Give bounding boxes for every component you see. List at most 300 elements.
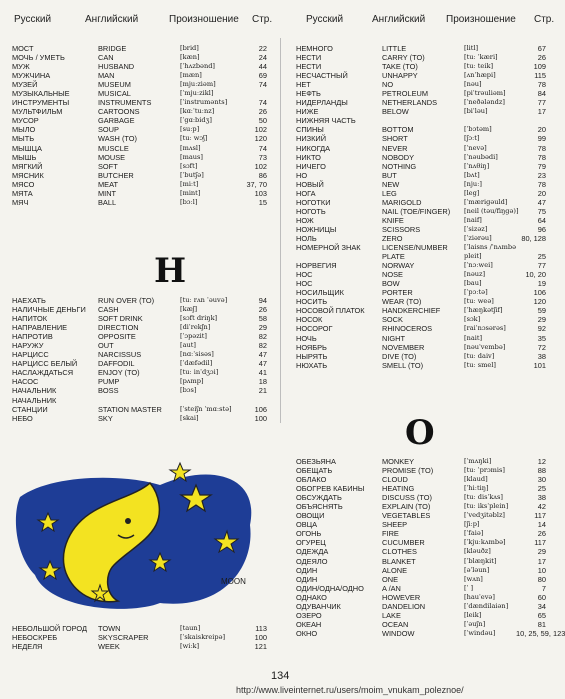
russian-word: НОГОТКИ — [296, 197, 331, 207]
header-english: Английский — [85, 14, 139, 25]
pronunciation: [mæn] — [180, 71, 202, 80]
russian-word: ОДУВАНЧИК — [296, 601, 341, 611]
page-ref: 101 — [533, 360, 546, 370]
entry-row — [12, 153, 267, 162]
entry-row — [12, 314, 267, 323]
entry-row — [296, 306, 546, 315]
page-ref: 78 — [537, 179, 546, 189]
english-word: CASH — [98, 305, 119, 315]
pronunciation: [tuː wɔʃ] — [180, 134, 208, 143]
english-word: MUSCLE — [98, 143, 129, 153]
russian-word: ИНСТРУМЕНТЫ — [12, 98, 70, 108]
page-ref: 64 — [537, 215, 546, 225]
pronunciation: [ˈnɔːwei] — [464, 261, 493, 270]
pronunciation: [ˈwindəu] — [464, 628, 496, 637]
english-word: CARRY (TO) — [382, 53, 425, 63]
entry-row — [296, 315, 546, 324]
english-word: CAN — [98, 53, 114, 63]
entry-row — [296, 153, 546, 162]
page-ref: 29 — [258, 323, 267, 333]
page-ref: 30 — [537, 475, 546, 485]
russian-word: НОРВЕГИЯ — [296, 261, 337, 271]
entry-row — [296, 520, 546, 529]
english-word: SOUP — [98, 125, 119, 135]
russian-word: МЯСНИК — [12, 170, 44, 180]
russian-word: НАЧАЛЬНИК — [12, 386, 57, 396]
pronunciation: [skai] — [180, 413, 199, 422]
russian-word: ОДЕЯЛО — [296, 556, 328, 566]
pronunciation: [piˈtrəuliəm] — [464, 89, 506, 98]
page-ref: 34 — [537, 601, 546, 611]
english-word: ZERO — [382, 233, 403, 243]
pronunciation: [hauˈevə] — [464, 592, 495, 601]
russian-word: НАСОС — [12, 377, 39, 387]
entries-m — [12, 44, 267, 207]
entry-row — [296, 288, 546, 297]
page-ref: 78 — [537, 143, 546, 153]
pronunciation: [ˈhʌzbənd] — [180, 62, 215, 71]
page-ref: 14 — [537, 520, 546, 530]
entry-row — [296, 234, 546, 243]
english-word: HEATING — [382, 484, 415, 494]
russian-word: НЕБОСКРЕБ — [12, 633, 58, 643]
pronunciation: [kləuðz] — [464, 547, 491, 556]
pronunciation: [tuː ˈkæri] — [464, 53, 498, 62]
russian-word: МУЗЕЙ — [12, 80, 38, 90]
pronunciation: [ˈbutʃə] — [180, 170, 204, 179]
english-word: PROMISE (TO) — [382, 466, 434, 476]
english-word: TOWN — [98, 624, 121, 633]
entry-row — [296, 566, 546, 575]
entry-row — [12, 44, 267, 53]
page-ref: 20 — [537, 188, 546, 198]
english-word: MEAT — [98, 179, 118, 189]
page-ref: 120 — [254, 134, 267, 144]
pronunciation: [nəuz] — [464, 270, 486, 279]
entry-row — [296, 134, 546, 143]
page-ref: 17 — [537, 556, 546, 566]
pronunciation: [taun] — [180, 624, 201, 632]
english-word: NOVEMBER — [382, 342, 425, 352]
english-word: KNIFE — [382, 215, 404, 225]
entry-row — [296, 189, 546, 198]
page-ref: 47 — [258, 350, 267, 360]
english-word: NEVER — [382, 143, 408, 153]
page-ref: 74 — [258, 80, 267, 90]
entry-row — [12, 98, 267, 107]
pronunciation: [klaud] — [464, 475, 488, 484]
pronunciation: [maus] — [180, 152, 203, 161]
russian-word: НОС — [296, 279, 313, 289]
header-pronunciation: Произношение — [446, 14, 516, 25]
page-ref: 77 — [537, 261, 546, 271]
english-word: SHORT — [382, 134, 408, 144]
column-divider — [280, 38, 281, 423]
entry-row — [296, 144, 546, 153]
pronunciation: [ˈbɔtəm] — [464, 125, 492, 134]
pronunciation: [kæn] — [180, 53, 200, 62]
english-word: LEG — [382, 188, 397, 198]
entry-row — [296, 334, 546, 343]
russian-word: НАЕХАТЬ — [12, 296, 46, 305]
page-ref: 17 — [537, 107, 546, 117]
pronunciation: [tuː disˈkʌs] — [464, 493, 503, 502]
entry-row — [296, 361, 546, 370]
entry-row — [12, 633, 267, 642]
entry-row — [12, 332, 267, 341]
page-ref: 106 — [533, 288, 546, 298]
russian-word: НЕМНОГО — [296, 44, 333, 53]
page-ref: 75 — [537, 206, 546, 216]
pronunciation: [bɔːl] — [180, 197, 198, 206]
english-word: FIRE — [382, 529, 399, 539]
entry-row — [12, 396, 267, 405]
page-ref: 74 — [258, 98, 267, 108]
entry-row — [296, 53, 546, 62]
pronunciation: [leik] — [464, 610, 482, 619]
page-ref: 73 — [258, 152, 267, 162]
english-word: SKYSCRAPER — [98, 633, 149, 643]
page-ref: 72 — [537, 342, 546, 352]
russian-word: НОЛЬ — [296, 233, 317, 243]
pronunciation: [ˈdændilaiən] — [464, 601, 509, 610]
english-word: LITTLE — [382, 44, 407, 53]
entry-row — [12, 189, 267, 198]
russian-word: ОБЕЗЬЯНА — [296, 457, 336, 466]
pronunciation: [əˈləun] — [464, 565, 490, 574]
pronunciation: [ʌnˈhæpi] — [464, 71, 496, 80]
russian-word: НАЧАЛЬНИК — [12, 395, 57, 405]
entry-row — [296, 207, 546, 216]
russian-word: СТАНЦИИ — [12, 404, 48, 414]
moon-stars-icon — [10, 455, 260, 615]
entry-row — [296, 575, 546, 584]
pronunciation: [wiːk] — [180, 642, 200, 651]
russian-word: НЕДЕЛЯ — [12, 642, 43, 652]
english-word: MUSEUM — [98, 80, 131, 90]
english-word: BUTCHER — [98, 170, 134, 180]
pronunciation: [ˈgɑːbidʒ] — [180, 116, 212, 125]
pronunciation: [ˈɔpəzit] — [180, 332, 208, 341]
page-ref: 67 — [537, 44, 546, 53]
pronunciation: [ˈvedʒitəblz] — [464, 511, 505, 520]
entry-row — [12, 107, 267, 116]
page-ref: 117 — [534, 511, 546, 521]
pronunciation: [ˈ ] — [464, 583, 474, 592]
pronunciation: [tuː smel] — [464, 360, 497, 369]
pronunciation: [brid] — [180, 44, 199, 52]
russian-word: МУСОР — [12, 116, 39, 126]
page-ref: 38 — [537, 351, 546, 361]
english-word: BOTTOM — [382, 125, 414, 135]
english-word: SHEEP — [382, 520, 408, 530]
entries-o — [296, 457, 565, 638]
russian-word: НОСОВОЙ ПЛАТОК — [296, 306, 365, 316]
pronunciation: [nait] — [464, 333, 483, 342]
pronunciation: [naif] — [464, 215, 482, 224]
pronunciation: [ˈdæfədil] — [180, 359, 213, 368]
english-word: EXPLAIN (TO) — [382, 502, 431, 512]
entry-row — [296, 279, 546, 288]
entry-row — [296, 89, 546, 98]
english-word: DISCUSS (TO) — [382, 493, 432, 503]
english-word: WINDOW — [382, 628, 415, 638]
page-ref: 96 — [537, 224, 546, 234]
entry-row — [12, 414, 267, 423]
english-word: LAKE — [382, 610, 401, 620]
page-ref: 44 — [258, 62, 267, 72]
english-word: OCEAN — [382, 619, 409, 629]
letter-o: О — [405, 413, 435, 453]
page-ref: 80, 128 — [521, 233, 546, 243]
russian-word: МЯСО — [12, 179, 35, 189]
english-word: BOW — [382, 279, 400, 289]
english-word: SOCK — [382, 315, 403, 325]
entry-row — [12, 296, 267, 305]
english-word: NOTHING — [382, 161, 417, 171]
pronunciation: [sɔft] — [180, 161, 198, 170]
russian-word: НОВЫЙ — [296, 179, 324, 189]
entry-row — [296, 62, 546, 71]
pronunciation: [kɑːˈtuːnz] — [180, 107, 215, 116]
entry-row — [12, 377, 267, 386]
russian-word: СПИНЫ — [296, 125, 324, 135]
header-russian: Русский — [14, 14, 52, 25]
english-word: DANDELION — [382, 601, 426, 611]
english-word: DIVE (TO) — [382, 351, 417, 361]
pronunciation: [ʃiːp] — [464, 520, 480, 529]
russian-word: МОСТ — [12, 44, 34, 53]
page-ref: 59 — [537, 306, 546, 316]
pronunciation: [tuː daiv] — [464, 351, 495, 360]
english-word: CLOTHES — [382, 547, 417, 557]
english-word: WEAR (TO) — [382, 297, 422, 307]
page-ref: 69 — [258, 71, 267, 81]
english-word: ONE — [382, 574, 399, 584]
entry-row — [296, 502, 546, 511]
entry-row — [12, 405, 267, 414]
english-word: HUSBAND — [98, 62, 135, 72]
russian-word: НИЖЕ — [296, 107, 319, 117]
page-ref: 106 — [254, 404, 267, 414]
entry-row — [12, 144, 267, 153]
english-word: CUCUMBER — [382, 538, 425, 548]
english-word: DIRECTION — [98, 323, 139, 333]
russian-word: НОСОК — [296, 315, 323, 325]
russian-word: ОЗЕРО — [296, 610, 322, 620]
russian-word: НАСЛАЖДАТЬСЯ — [12, 368, 74, 378]
russian-word: ОВОЩИ — [296, 511, 325, 521]
pronunciation: [ˈsteiʃn ˈmɑːstə] — [180, 404, 232, 413]
page-ref: 19 — [537, 279, 546, 289]
page-ref: 25 — [537, 252, 546, 262]
russian-word: НЕСТИ — [296, 62, 322, 72]
page-ref: 79 — [537, 161, 546, 171]
russian-word: ОГУРЕЦ — [296, 538, 326, 548]
page-ref: 78 — [537, 80, 546, 90]
page-ref: 35 — [537, 333, 546, 343]
english-word: INSTRUMENTS — [98, 98, 152, 108]
pronunciation: [ˈhiːtiŋ] — [464, 484, 489, 493]
english-word: STATION MASTER — [98, 404, 162, 414]
russian-word: МУЖЧИНА — [12, 71, 51, 81]
entries-n-right — [296, 44, 546, 370]
english-word: TAKE (TO) — [382, 62, 418, 72]
page-ref: 47 — [258, 359, 267, 369]
pronunciation: [nɑːˈsisəs] — [180, 350, 214, 359]
entry-row — [12, 386, 267, 395]
entry-row — [296, 352, 546, 361]
pronunciation: [mʌsl] — [180, 143, 201, 152]
entry-row — [12, 62, 267, 71]
english-word: A /AN — [382, 583, 401, 593]
entry-row — [296, 71, 546, 80]
pronunciation: [leg] — [464, 188, 480, 197]
page-ref: 74 — [258, 143, 267, 153]
english-word: NOBODY — [382, 152, 415, 162]
entry-row — [296, 270, 546, 279]
russian-word: НОСИТЬ — [296, 297, 328, 307]
entry-row — [296, 80, 546, 89]
entry-row — [296, 475, 546, 484]
pronunciation: pleit] — [464, 252, 482, 261]
russian-word: ОБОГРЕВ КАБИНЫ — [296, 484, 365, 494]
entry-row — [12, 350, 267, 359]
russian-word: МЯЧ — [12, 197, 29, 207]
page-ref: 78 — [537, 152, 546, 162]
page-ref: 81 — [537, 619, 546, 629]
pronunciation: [ˈlaisns /ˈnʌmbə — [464, 243, 517, 252]
english-word: NAIL (TOE/FINGER) — [382, 206, 451, 216]
pronunciation: [sɔft driŋk] — [180, 314, 218, 323]
entry-row — [12, 162, 267, 171]
russian-word: НАРЦИСС — [12, 350, 49, 360]
russian-word: НОЯБРЬ — [296, 342, 327, 352]
page-ref: 10, 25, 59, 123 — [516, 628, 565, 638]
pronunciation: [mjuːziəm] — [180, 80, 216, 89]
entry-row — [296, 343, 546, 352]
english-word: MAN — [98, 71, 115, 81]
pronunciation: [litl] — [464, 44, 479, 52]
english-word: MOUSE — [98, 152, 126, 162]
russian-word: НИДЕРЛАНДЫ — [296, 98, 348, 108]
english-word: SOFT — [98, 161, 118, 171]
russian-word: НО — [296, 170, 308, 180]
english-word: BELOW — [382, 107, 409, 117]
entry-row — [296, 180, 546, 189]
pronunciation: [kæʃ] — [180, 305, 198, 314]
page-ref: 15 — [258, 197, 267, 207]
english-word: BOSS — [98, 386, 119, 396]
english-word: PORTER — [382, 288, 413, 298]
entry-row — [296, 593, 546, 602]
page-ref: 25 — [537, 484, 546, 494]
entry-row — [296, 225, 546, 234]
english-word: NEW — [382, 179, 400, 189]
entry-row — [296, 261, 546, 270]
english-word: CLOUD — [382, 475, 408, 485]
page-ref: 82 — [258, 341, 267, 351]
english-word: NO — [382, 80, 394, 90]
entry-row — [296, 171, 546, 180]
russian-word: НАРУЖУ — [12, 341, 44, 351]
entry-row — [296, 98, 546, 107]
english-word: WEEK — [98, 642, 120, 652]
russian-word: НИКТО — [296, 152, 321, 162]
page-ref: 10 — [537, 565, 546, 575]
page-ref: 82 — [258, 332, 267, 342]
russian-word: ОБЕЩАТЬ — [296, 466, 333, 476]
pronunciation: [tuː teik] — [464, 62, 494, 71]
russian-word: НОСОРОГ — [296, 324, 333, 334]
russian-word: НАПИТОК — [12, 314, 48, 324]
page-ref: 26 — [537, 53, 546, 63]
page-ref: 92 — [537, 324, 546, 334]
entries-n — [12, 296, 267, 423]
russian-word: МУЗЫКАЛЬНЫЕ — [12, 89, 70, 99]
pronunciation: [tuː inˈdʒɔi] — [180, 368, 219, 377]
entry-row — [296, 611, 546, 620]
english-word: LICENSE/NUMBER — [382, 243, 448, 253]
entry-row — [12, 71, 267, 80]
entry-row — [296, 116, 546, 125]
entry-row — [296, 557, 546, 566]
pronunciation: [ˈmærigəuld] — [464, 197, 508, 206]
pronunciation: [tuː ˈprɔmis] — [464, 466, 505, 475]
entry-row — [12, 125, 267, 134]
english-word: CARTOONS — [98, 107, 140, 117]
pronunciation: [bʌt] — [464, 170, 480, 179]
pronunciation: [raiˈnɔsərəs] — [464, 324, 506, 333]
entry-row — [296, 216, 546, 225]
pronunciation: [nəuˈvembə] — [464, 342, 506, 351]
pronunciation: [ˈblæŋkit] — [464, 556, 497, 565]
russian-word: НИЧЕГО — [296, 161, 326, 171]
entry-row — [12, 89, 267, 98]
page-ref: 88 — [537, 466, 546, 476]
entry-row — [296, 620, 546, 629]
english-word: VEGETABLES — [382, 511, 431, 521]
russian-word: НИКОГДА — [296, 143, 331, 153]
russian-word: НЫРЯТЬ — [296, 351, 328, 361]
pronunciation: [ˈmʌŋki] — [464, 457, 492, 465]
page-ref: 12 — [537, 457, 546, 466]
english-word: PETROLEUM — [382, 89, 428, 99]
pronunciation: [ˈziərəu] — [464, 233, 492, 242]
english-word: HANDKERCHIEF — [382, 306, 441, 316]
english-word: SOFT DRINK — [98, 314, 143, 324]
page-ref: 7 — [541, 583, 546, 593]
entry-row — [296, 466, 546, 475]
english-word: SCISSORS — [382, 224, 421, 234]
entry-row — [296, 243, 546, 252]
entry-row — [296, 297, 546, 306]
russian-word: НОС — [296, 270, 313, 280]
english-word: BRIDGE — [98, 44, 127, 53]
pronunciation: [ˈkjuːkʌmbə] — [464, 538, 506, 547]
page-ref: 26 — [258, 107, 267, 117]
header-russian: Русский — [306, 14, 344, 25]
pronunciation: [miːt] — [180, 179, 199, 188]
russian-word: МУЖ — [12, 62, 30, 72]
entry-row — [296, 457, 546, 466]
russian-word: НЕСТИ — [296, 53, 322, 63]
russian-word: ОГОНЬ — [296, 529, 322, 539]
page-ref: 26 — [258, 305, 267, 315]
entry-row — [12, 171, 267, 180]
russian-word: МЫШЬ — [12, 152, 37, 162]
entry-row — [12, 198, 267, 207]
